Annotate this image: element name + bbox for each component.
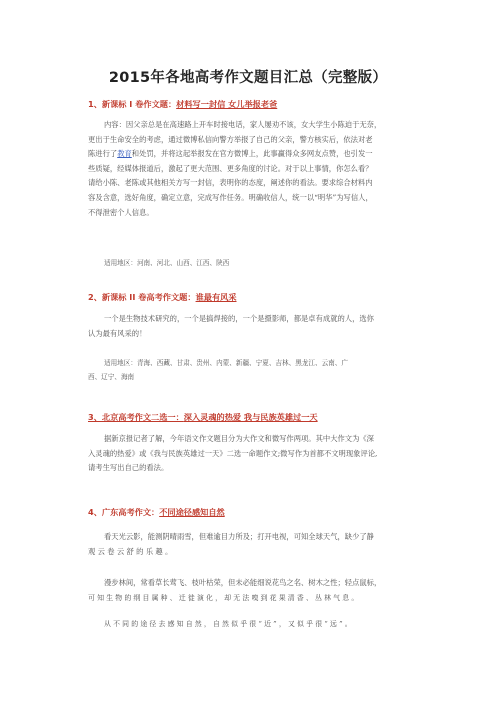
char: 乐 xyxy=(145,546,154,556)
section-1-heading xyxy=(88,99,277,110)
paragraph-line: 一个是生物技术研究的，一个是搞焊接的，一个是摄影师，都是卓有成就的人，选你 xyxy=(104,314,374,323)
regions-line: 适用地区：河南、河北、山西、江西、陕西 xyxy=(104,259,230,267)
paragraph-line xyxy=(88,147,408,162)
paragraph-line: 入灵魂的热爱》或《我与民族英雄过一天》二选一命题作文;微写作为首都不文明现象评论, xyxy=(88,448,378,458)
char: 云 xyxy=(116,546,125,556)
char: 观 xyxy=(88,546,96,556)
char: 云 xyxy=(97,546,105,556)
regions-line: 西、辽宁、海南 xyxy=(88,373,135,382)
section-3-heading xyxy=(88,412,318,423)
char: 的 xyxy=(136,546,144,556)
paragraph-line: 更出于生命安全的考虑，通过微博私信向警方举报了自己的父亲，警方核实后，依法对老 xyxy=(88,134,373,144)
section-4-heading xyxy=(88,507,225,518)
paragraph-text: 和处罚，并将这起举报发在官方微博上，此事赢得众多网友点赞，也引发一 xyxy=(131,149,373,159)
paragraph-line: 据新京报记者了解，今年语文作文题目分为大作文和微写作两项。其中大作文为《深 xyxy=(104,434,374,443)
education-link[interactable]: 教育 xyxy=(117,149,132,159)
section-1-paragraph xyxy=(88,118,408,220)
paragraph-line: 请考生写出自己的看法。 xyxy=(88,463,169,473)
section-3-paragraph xyxy=(88,432,408,476)
paragraph-line: 看天光云影，能测阴晴雨雪，但难逾目力所及；打开电视，可知全球天气，缺少了静 xyxy=(104,532,374,541)
regions-line: 适用地区：青海、西藏、甘肃、贵州、内蒙、新疆、宁夏、吉林、黑龙江、云南、广 xyxy=(104,359,348,367)
paragraph-line: 不得泄密个人信息。 xyxy=(88,207,154,217)
section-3-topic: 深入灵魂的热爱 我与民族英雄过一天 xyxy=(183,412,318,422)
char: 趣 xyxy=(155,546,163,556)
paragraph-text: 陈进行了 xyxy=(88,149,118,159)
section-2-number: 2、新课标 II 卷高考作文题： xyxy=(88,292,196,302)
paragraph-line: 请给小陈、老陈或其他相关方写一封信，表明你的态度，阐述你的看法。要求综合材料内 xyxy=(88,178,373,188)
paragraph-line: 从 不 同 的 途 径 去 感 知 自 然 ， 自 然 似 乎 很 “ 近 ” ， 又 似 乎 很 “ 远 ” 。 xyxy=(104,620,352,628)
section-2-heading xyxy=(88,292,237,303)
paragraph-line: 容及含意，选好角度，确定立意，完成写作任务。明确收信人，统一以“明华”为写信人， xyxy=(88,192,373,202)
char: 。 xyxy=(165,546,173,556)
paragraph-line: 可 知 生 物 的 纲 目 属 种 、 迁 徙 演 化 ， 却 无 法 嗅 到 花 果 清 香 、 丛 林 气 息 。 xyxy=(88,593,359,602)
section-4-paragraph-2 xyxy=(88,576,408,605)
page-title: 2015年各地高考作文题目汇总（完整版） xyxy=(108,70,388,86)
paragraph-line: 认为最有风采的！ xyxy=(88,328,147,338)
paragraph-line: 漫步林间，常看草长莺飞、枝叶枯荣，但未必能细说花鸟之名、树木之性；轻点鼠标， xyxy=(104,578,382,587)
char: 舒 xyxy=(126,546,134,556)
char: 卷 xyxy=(107,546,115,556)
section-4-paragraph-3 xyxy=(88,617,408,632)
section-1-regions xyxy=(88,256,418,270)
section-2-paragraph xyxy=(88,312,408,341)
paragraph-line-justified xyxy=(88,545,402,560)
section-2-topic: 谁最有风采 xyxy=(195,292,237,302)
section-4-number: 4、广东高考作文： xyxy=(88,507,160,517)
section-1-topic: 材料写一封信 女儿举报老爸 xyxy=(176,99,278,109)
section-4-paragraph xyxy=(88,530,408,559)
paragraph-line: 内容：因父亲总是在高速路上开车时接电话，家人屡劝不该，女大学生小陈迫于无奈， xyxy=(104,120,382,129)
section-1-number: 1、新课标 I 卷作文题： xyxy=(88,99,177,109)
section-4-topic: 不同途径感知自然 xyxy=(159,507,225,517)
section-3-number: 3、北京高考作文二选一： xyxy=(88,412,184,422)
section-2-regions xyxy=(88,356,418,384)
paragraph-line: 些质疑，经媒体报道后，激起了更大范围、更多角度的讨论。对于以上事情，你怎么看？ xyxy=(88,163,373,173)
